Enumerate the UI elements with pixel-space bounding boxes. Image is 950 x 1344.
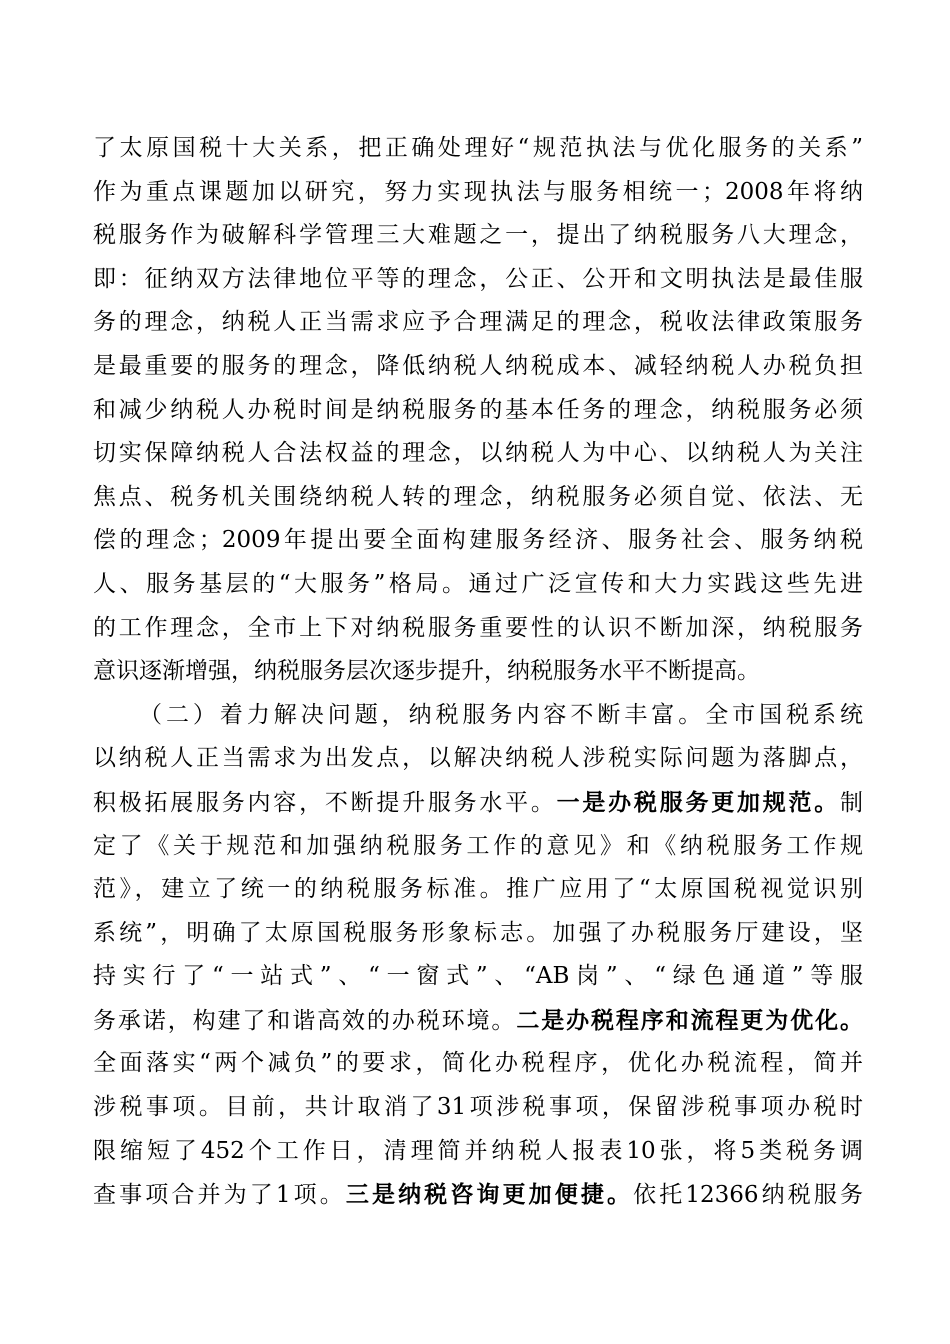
paragraph-end-line: 意识逐渐增强，纳税服务层次逐步提升，纳税服务水平不断提高。 — [93, 658, 760, 685]
text-line: 系统”，明确了太原国税服务形象标志。加强了办税服务厅建设，坚 — [93, 919, 863, 946]
text-line: 即：征纳双方法律地位平等的理念，公正、公开和文明执法是最佳服 — [93, 265, 863, 292]
text-line: 作为重点课题加以研究，努力实现执法与服务相统一；2008年将纳 — [93, 178, 863, 205]
section-heading-line: （二）着力解决问题，纳税服务内容不断丰富。全市国税系统 — [139, 701, 863, 728]
text-line: 全面落实“两个减负”的要求，简化办税程序，优化办税流程，简并 — [93, 1050, 863, 1077]
text-line-mixed — [93, 1173, 863, 1217]
text-line-mixed — [93, 999, 863, 1043]
bold-point-two: 二是办税程序和流程更为优化。 — [516, 1006, 863, 1034]
text-line: 范》，建立了统一的纳税服务标准。推广应用了“太原国税视觉识别 — [93, 876, 863, 903]
text-line: 税服务作为破解科学管理三大难题之一，提出了纳税服务八大理念， — [93, 222, 863, 249]
bold-point-three: 三是纳税咨询更加便捷。 — [345, 1181, 634, 1209]
text-line: 务的理念，纳税人正当需求应予合理满足的理念，税收法律政策服务 — [93, 309, 863, 336]
text-run: 务承诺，构建了和谐高效的办税环境。 — [93, 1007, 517, 1034]
text-line: 偿的理念；2009年提出要全面构建服务经济、服务社会、服务纳税 — [93, 527, 863, 554]
text-line: 持实行了“一站式”、“一窗式”、“AB岗”、“绿色通道”等服 — [93, 963, 863, 990]
text-line-mixed — [93, 781, 863, 825]
text-line: 和减少纳税人办税时间是纳税服务的基本任务的理念，纳税服务必须 — [93, 396, 863, 423]
text-line: 焦点、税务机关围绕纳税人转的理念，纳税服务必须自觉、依法、无 — [93, 483, 863, 510]
text-line: 切实保障纳税人合法权益的理念，以纳税人为中心、以纳税人为关注 — [93, 440, 863, 467]
body-text — [93, 127, 863, 1217]
text-run: 积极拓展服务内容，不断提升服务水平。 — [93, 789, 557, 816]
text-line: 涉税事项。目前，共计取消了31项涉税事项，保留涉税事项办税时 — [93, 1094, 863, 1121]
text-line: 定了《关于规范和加强纳税服务工作的意见》和《纳税服务工作规 — [93, 832, 863, 859]
bold-point-one: 一是办税服务更加规范。 — [556, 788, 841, 816]
text-line: 限缩短了452个工作日，清理简并纳税人报表10张，将5类税务调 — [93, 1137, 863, 1164]
text-line: 了太原国税十大关系，把正确处理好“规范执法与优化服务的关系” — [93, 135, 863, 161]
text-run: 制 — [840, 789, 863, 816]
text-run: 查事项合并为了1项。 — [93, 1182, 346, 1209]
text-line: 是最重要的服务的理念，降低纳税人纳税成本、减轻纳税人办税负担 — [93, 352, 863, 379]
text-line: 人、服务基层的“大服务”格局。通过广泛宣传和大力实践这些先进 — [93, 570, 863, 597]
text-line: 以纳税人正当需求为出发点，以解决纳税人涉税实际问题为落脚点， — [93, 745, 863, 772]
text-line: 的工作理念，全市上下对纳税服务重要性的认识不断加深，纳税服务 — [93, 614, 863, 641]
text-run: 依托12366纳税服务 — [633, 1182, 863, 1209]
